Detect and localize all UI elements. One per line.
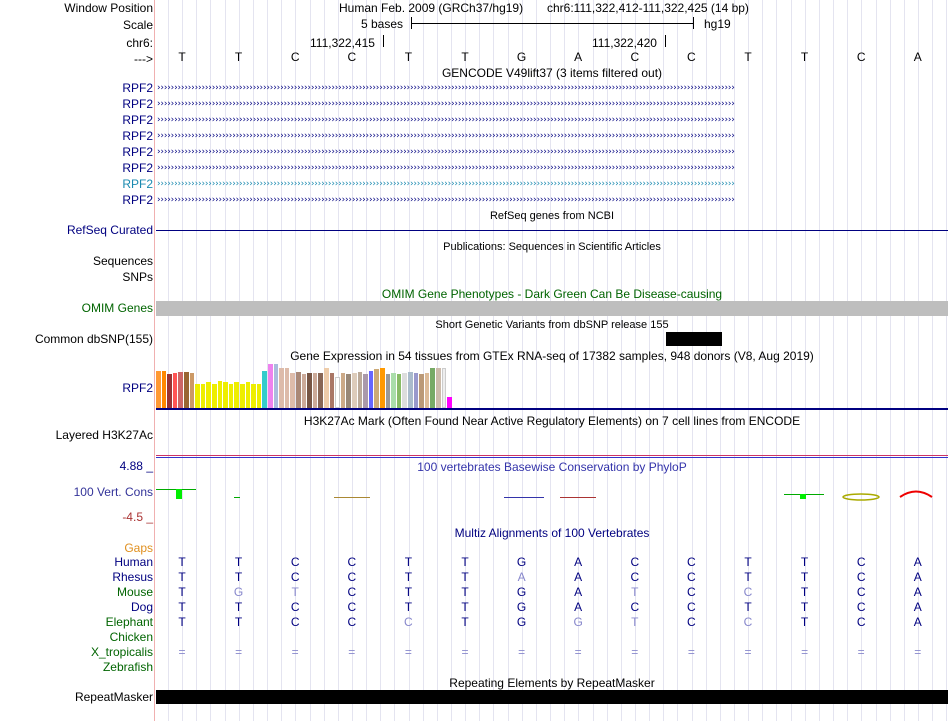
gtex-bar[interactable] <box>414 373 419 408</box>
alignment-base: T <box>178 600 186 614</box>
ruler-tick-2 <box>665 35 666 47</box>
base: G <box>516 50 527 64</box>
species-label[interactable]: Human <box>114 555 153 569</box>
species-label[interactable]: Chicken <box>109 630 153 644</box>
repeatmasker-feature[interactable] <box>156 690 948 704</box>
alignment-base: T <box>404 600 413 614</box>
alignment-base: = <box>461 645 469 659</box>
alignment-base: A <box>574 555 583 569</box>
dbsnp-title: Short Genetic Variants from dbSNP release 155 <box>435 319 669 331</box>
alignment-base: T <box>631 615 639 629</box>
alignment-base: C <box>290 570 300 584</box>
alignment-base: C <box>687 600 696 614</box>
gtex-bar[interactable] <box>173 373 178 408</box>
gaps-label[interactable]: Gaps <box>124 541 153 555</box>
alignment-base: = <box>914 645 922 659</box>
repeatmasker-title: Repeating Elements by RepeatMasker <box>449 676 655 690</box>
phylop-mark <box>800 494 806 499</box>
phylop-label[interactable]: 100 Vert. Cons <box>73 485 153 499</box>
gtex-bar[interactable] <box>162 371 167 408</box>
gencode-feature[interactable]: ››››››››››››››››››››››››››››››››››››››››››››››››››››››››››››››››››››››››››››››››››››››››››››››››››››››››››››››››››››››››››››››››››››››››››››››››››››››››››››››››››››››››› <box>156 84 734 93</box>
alignment-base: G <box>516 615 527 629</box>
phylop-max: 4.88 _ <box>119 459 153 473</box>
gtex-bar[interactable] <box>318 373 323 408</box>
alignment-base: = <box>631 645 639 659</box>
gencode-title: GENCODE V49lift37 (3 items filtered out) <box>441 66 663 80</box>
scale-bar <box>411 17 694 31</box>
alignment-base: C <box>743 585 753 599</box>
alignment-base: A <box>574 585 583 599</box>
gtex-bar[interactable] <box>408 372 413 408</box>
alignment-base: T <box>234 615 243 629</box>
ruler-coord-1: 111,322,415 <box>310 36 375 50</box>
window-position-label: Window Position <box>64 1 153 15</box>
alignment-base: T <box>800 615 809 629</box>
position-title[interactable]: chr6:111,322,412-111,322,425 (14 bp) <box>547 1 749 15</box>
gencode-label[interactable]: RPF2 <box>122 161 153 175</box>
alignment-base: C <box>687 585 696 599</box>
base: T <box>178 50 186 64</box>
alignment-base: C <box>743 615 753 629</box>
gtex-bar[interactable] <box>374 369 379 408</box>
phylop-mark <box>843 494 879 500</box>
phylop-graph[interactable] <box>156 480 948 510</box>
alignment-base: T <box>800 570 809 584</box>
gtex-bar[interactable] <box>262 371 267 408</box>
snps-label[interactable]: SNPs <box>122 270 153 284</box>
alignment-base: T <box>800 600 809 614</box>
phylop-mark <box>900 492 932 498</box>
strand-arrow-label: ---> <box>134 52 153 66</box>
gtex-bar-chart[interactable] <box>156 362 556 408</box>
alignment-base: A <box>913 555 922 569</box>
gtex-bar[interactable] <box>268 364 273 408</box>
ruler-coord-2: 111,322,420 <box>592 36 657 50</box>
h3k27ac-title: H3K27Ac Mark (Often Found Near Active Regulatory Elements) on 7 cell lines from ENCODE <box>303 414 801 428</box>
phylop-mark <box>560 497 596 498</box>
ruler-tick-1 <box>383 35 384 47</box>
phylop-mark <box>176 489 182 499</box>
gtex-bar[interactable] <box>167 374 172 408</box>
gtex-bar[interactable] <box>285 368 290 408</box>
gtex-bar[interactable] <box>190 373 195 408</box>
gtex-bar[interactable] <box>352 373 357 408</box>
scale-label: Scale <box>122 18 153 32</box>
base: T <box>744 50 752 64</box>
omim-label[interactable]: OMIM Genes <box>81 301 153 315</box>
dbsnp-label[interactable]: Common dbSNP(155) <box>34 332 153 346</box>
gencode-feature[interactable]: ››››››››››››››››››››››››››››››››››››››››››››››››››››››››››››››››››››››››››››››››››››››››››››››››››››››››››››››››››››››››››››››››››››››››››››››››››››››››››››››››››››››››› <box>156 180 734 189</box>
refseq-label[interactable]: RefSeq Curated <box>66 223 153 237</box>
gtex-bar[interactable] <box>290 373 295 408</box>
alignment-base: = <box>235 645 243 659</box>
gencode-feature[interactable]: ››››››››››››››››››››››››››››››››››››››››››››››››››››››››››››››››››››››››››››››››››››››››››››››››››››››››››››››››››››››››››››››››››››››››››››››››››››››››››››››››››››››››› <box>156 164 734 173</box>
alignment-base: = <box>178 645 186 659</box>
alignment-base: C <box>856 555 866 569</box>
alignment-base: = <box>291 645 299 659</box>
alignment-base: T <box>404 570 413 584</box>
species-label[interactable]: Zebrafish <box>102 660 153 674</box>
alignment-base: T <box>461 555 469 569</box>
alignment-base: C <box>347 615 357 629</box>
gencode-feature[interactable]: ››››››››››››››››››››››››››››››››››››››››››››››››››››››››››››››››››››››››››››››››››››››››››››››››››››››››››››››››››››››››››››››››››››››››››››››››››››››››››››››››››››››››› <box>156 132 734 141</box>
gtex-label[interactable]: RPF2 <box>122 381 153 395</box>
gtex-bar[interactable] <box>195 384 200 408</box>
gencode-label[interactable]: RPF2 <box>122 177 153 191</box>
alignment-base: A <box>913 570 922 584</box>
sequences-label[interactable]: Sequences <box>92 254 153 268</box>
alignment-base: T <box>234 555 243 569</box>
gtex-bar[interactable] <box>324 368 329 408</box>
multiz-title: Multiz Alignments of 100 Vertebrates <box>454 526 650 540</box>
alignment-base: T <box>744 600 752 614</box>
gtex-bar[interactable] <box>346 374 351 408</box>
alignment-base: G <box>573 615 583 629</box>
alignment-base: C <box>856 600 866 614</box>
species-label[interactable]: Mouse <box>116 585 153 599</box>
gtex-bar[interactable] <box>391 373 396 408</box>
gtex-bar[interactable] <box>363 374 368 408</box>
gtex-bar[interactable] <box>229 384 234 408</box>
repeatmasker-label[interactable]: RepeatMasker <box>74 690 153 704</box>
gencode-label[interactable]: RPF2 <box>122 145 153 159</box>
alignment-base: = <box>404 645 412 659</box>
alignment-base: C <box>347 570 357 584</box>
base: C <box>347 50 357 64</box>
gtex-bar[interactable] <box>397 374 402 408</box>
alignment-base: G <box>516 585 527 599</box>
gtex-bar[interactable] <box>212 384 217 408</box>
gtex-bar[interactable] <box>201 384 206 408</box>
gtex-bar[interactable] <box>402 373 407 408</box>
alignment-base: C <box>347 555 357 569</box>
phylop-mark <box>334 497 370 498</box>
gtex-bar[interactable] <box>302 374 307 408</box>
gtex-bar[interactable] <box>223 382 228 408</box>
phylop-title: 100 vertebrates Basewise Conservation by PhyloP <box>417 460 687 474</box>
base: T <box>234 50 243 64</box>
h3k27ac-line-2 <box>156 457 948 458</box>
base: T <box>800 50 809 64</box>
gtex-bar[interactable] <box>425 373 430 408</box>
alignment-base: T <box>461 585 469 599</box>
alignment-base: T <box>404 585 413 599</box>
gtex-bar[interactable] <box>313 373 318 408</box>
base: T <box>404 50 413 64</box>
alignment-base: C <box>404 615 413 629</box>
gtex-bar[interactable] <box>419 374 424 408</box>
base: C <box>290 50 300 64</box>
gtex-bar[interactable] <box>430 368 435 408</box>
gtex-bar[interactable] <box>240 384 245 408</box>
alignment-base: C <box>856 585 866 599</box>
alignment-base: T <box>744 570 752 584</box>
alignment-base: G <box>233 585 244 599</box>
alignment-base: = <box>687 645 695 659</box>
refseq-feature[interactable] <box>156 230 948 231</box>
base: C <box>687 50 696 64</box>
alignment-base: C <box>347 585 357 599</box>
alignment-base: T <box>234 600 243 614</box>
assembly-title: Human Feb. 2009 (GRCh37/hg19) <box>339 1 524 15</box>
gtex-bar[interactable] <box>335 377 340 408</box>
gtex-bar[interactable] <box>436 368 441 408</box>
alignment-base: T <box>631 585 639 599</box>
alignment-base: C <box>687 615 696 629</box>
gtex-bar[interactable] <box>206 382 211 408</box>
base: A <box>913 50 922 64</box>
gtex-bar[interactable] <box>279 368 284 408</box>
dbsnp-feature[interactable] <box>666 332 722 346</box>
omim-feature[interactable] <box>156 301 948 316</box>
alignment-base: C <box>290 615 300 629</box>
gtex-bar[interactable] <box>246 382 251 408</box>
alignment-base: C <box>290 600 300 614</box>
alignment-base: A <box>517 570 526 584</box>
species-label[interactable]: Elephant <box>105 615 153 629</box>
alignment-base: T <box>178 585 186 599</box>
alignment-base: C <box>630 600 640 614</box>
alignment-base: C <box>856 615 866 629</box>
alignment-base: A <box>574 600 583 614</box>
gtex-bar[interactable] <box>307 373 312 408</box>
alignment-base: = <box>801 645 809 659</box>
alignment-base: T <box>461 615 469 629</box>
gtex-bar[interactable] <box>296 372 301 408</box>
species-label[interactable]: Dog <box>130 600 153 614</box>
gencode-label[interactable]: RPF2 <box>122 97 153 111</box>
gtex-bar[interactable] <box>274 364 279 408</box>
alignment-base: T <box>800 555 809 569</box>
alignment-base: T <box>178 570 186 584</box>
gtex-title: Gene Expression in 54 tissues from GTEx RNA-seq of 17382 samples, 948 donors (V8, Aug 2019) <box>290 349 814 363</box>
gtex-bar[interactable] <box>251 384 256 408</box>
gencode-label[interactable]: RPF2 <box>122 193 153 207</box>
gencode-label[interactable]: RPF2 <box>122 129 153 143</box>
h3k27ac-label[interactable]: Layered H3K27Ac <box>55 428 153 442</box>
gtex-bar[interactable] <box>380 368 385 408</box>
alignment-base: = <box>518 645 526 659</box>
alignment-base: T <box>461 600 469 614</box>
gencode-feature[interactable]: ››››››››››››››››››››››››››››››››››››››››››››››››››››››››››››››››››››››››››››››››››››››››››››››››››››››››››››››››››››››››››››››››››››››››››››››››››››››››››››››››››››››››› <box>156 148 734 157</box>
gencode-label[interactable]: RPF2 <box>122 113 153 127</box>
gtex-gene-line <box>156 408 948 410</box>
alignment-base: C <box>347 600 357 614</box>
alignment-base: C <box>630 570 640 584</box>
alignment-base: T <box>800 585 809 599</box>
alignment-base: C <box>630 555 640 569</box>
gencode-feature[interactable]: ››››››››››››››››››››››››››››››››››››››››››››››››››››››››››››››››››››››››››››››››››››››››››››››››››››››››››››››››››››››››››››››››››››››››››››››››››››››››››››››››››››››››› <box>156 100 734 109</box>
alignment-base: T <box>291 585 299 599</box>
h3k27ac-line-1 <box>156 455 948 456</box>
alignment-base: T <box>178 555 186 569</box>
refseq-title: RefSeq genes from NCBI <box>489 210 615 222</box>
base: C <box>856 50 866 64</box>
alignment-base: T <box>234 570 243 584</box>
phylop-mark <box>504 497 544 498</box>
alignment-base: T <box>744 555 752 569</box>
alignment-base: = <box>857 645 865 659</box>
alignment-base: = <box>744 645 752 659</box>
alignment-base: = <box>574 645 582 659</box>
alignment-base: C <box>687 555 696 569</box>
gtex-bar[interactable] <box>341 373 346 408</box>
alignment-base: G <box>516 600 527 614</box>
alignment-base: C <box>687 570 696 584</box>
alignment-base: C <box>856 570 866 584</box>
alignment-base: C <box>290 555 300 569</box>
gtex-bar[interactable] <box>369 371 374 408</box>
gtex-bar[interactable] <box>218 381 223 408</box>
alignment-base: T <box>404 555 413 569</box>
phylop-min: -4.5 _ <box>122 510 153 524</box>
alignment-base: G <box>516 555 527 569</box>
alignment-base: T <box>178 615 186 629</box>
gencode-feature[interactable]: ››››››››››››››››››››››››››››››››››››››››››››››››››››››››››››››››››››››››››››››››››››››››››››››››››››››››››››››››››››››››››››››››››››››››››››››››››››››››››››››››››››››››› <box>156 196 734 205</box>
species-label[interactable]: Rhesus <box>112 570 153 584</box>
gtex-bar[interactable] <box>386 374 391 408</box>
species-label[interactable]: X_tropicalis <box>90 645 153 659</box>
base: A <box>574 50 583 64</box>
gtex-bar[interactable] <box>156 371 161 408</box>
gencode-feature[interactable]: ››››››››››››››››››››››››››››››››››››››››››››››››››››››››››››››››››››››››››››››››››››››››››››››››››››››››››››››››››››››››››››››››››››››››››››››››››››››››››››››››››››››››› <box>156 116 734 125</box>
scale-text: 5 bases <box>361 17 404 31</box>
gtex-bar[interactable] <box>178 372 183 408</box>
phylop-mark <box>234 497 240 498</box>
base: T <box>461 50 469 64</box>
base: C <box>630 50 640 64</box>
omim-title: OMIM Gene Phenotypes - Dark Green Can Be Disease-causing <box>381 287 723 301</box>
gtex-bar[interactable] <box>330 373 335 408</box>
alignment-base: A <box>913 615 922 629</box>
db-label: hg19 <box>704 17 731 31</box>
alignment-base: A <box>574 570 583 584</box>
gtex-bar[interactable] <box>358 372 363 408</box>
alignment-base: A <box>913 600 922 614</box>
alignment-base: T <box>461 570 469 584</box>
label-divider <box>154 0 155 721</box>
gtex-bar[interactable] <box>234 382 239 408</box>
gtex-bar[interactable] <box>184 372 189 408</box>
chrom-label: chr6: <box>126 36 153 50</box>
gencode-label[interactable]: RPF2 <box>122 81 153 95</box>
publications-title: Publications: Sequences in Scientific Articles <box>443 241 661 253</box>
gtex-bar[interactable] <box>442 368 447 408</box>
gtex-bar[interactable] <box>257 384 262 408</box>
gtex-bar[interactable] <box>447 397 452 408</box>
alignment-base: A <box>913 585 922 599</box>
alignment-base: = <box>348 645 356 659</box>
